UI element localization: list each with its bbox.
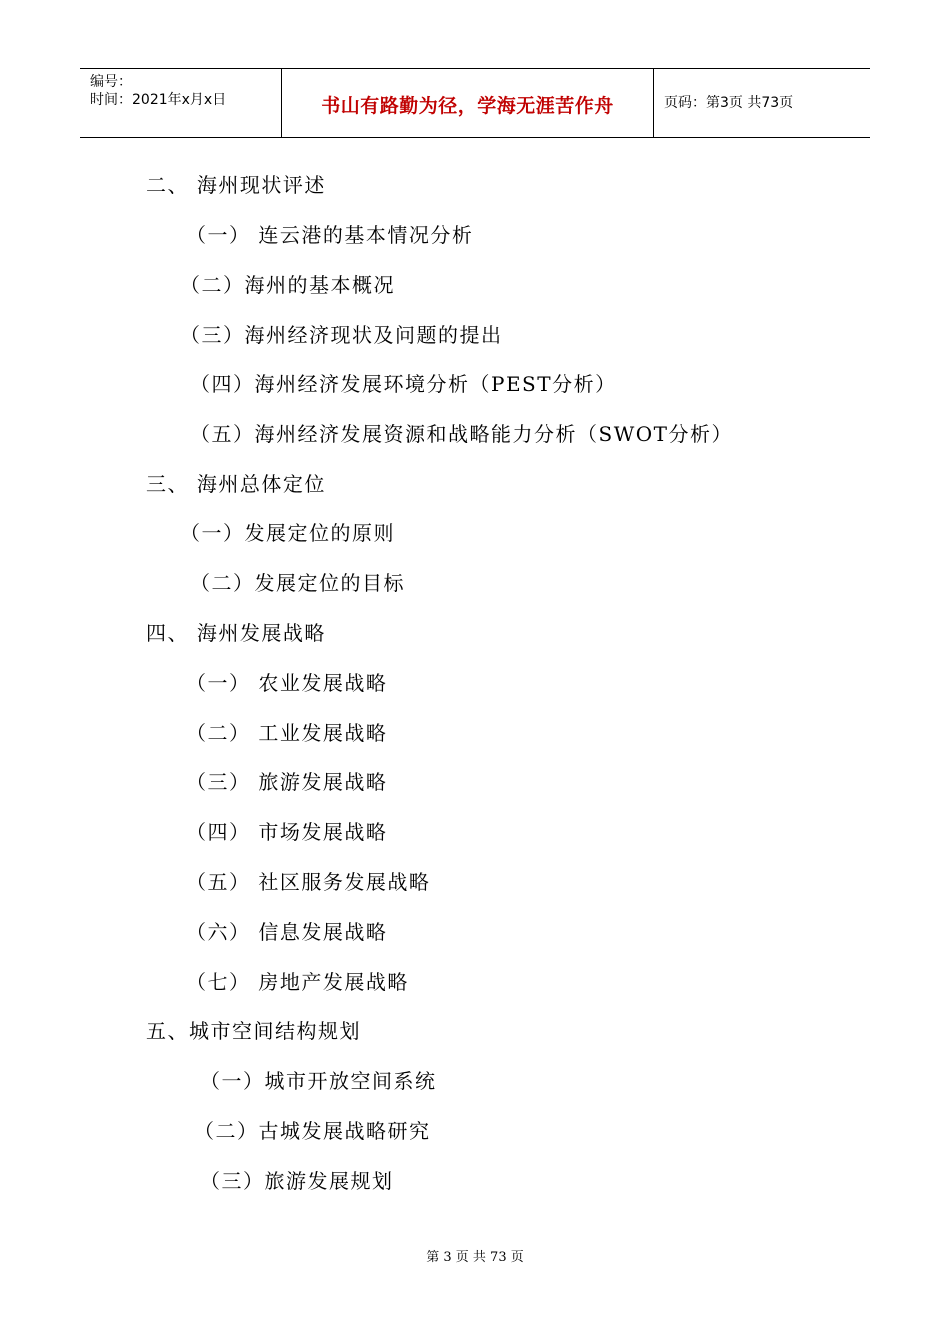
toc-item: （四）海州经济发展环境分析（PEST分析） <box>190 372 617 396</box>
toc-item: （五）海州经济发展资源和战略能力分析（SWOT分析） <box>190 422 733 446</box>
toc-item: （五） 社区服务发展战略 <box>186 870 431 894</box>
header-motto: 书山有路勤为径，学海无涯苦作舟 <box>321 95 614 117</box>
toc-item: （七） 房地产发展战略 <box>186 970 409 994</box>
toc-item: （一）城市开放空间系统 <box>200 1069 437 1093</box>
toc-item: （二）古城发展战略研究 <box>194 1119 431 1143</box>
toc-item: （三）旅游发展规划 <box>200 1169 394 1193</box>
toc-section-2: 二、 海州现状评述 <box>146 173 326 197</box>
toc-item: （三） 旅游发展战略 <box>186 770 388 794</box>
header-meta-cell <box>80 69 282 137</box>
toc-section-3: 三、 海州总体定位 <box>146 472 326 496</box>
toc-item: （六） 信息发展战略 <box>186 920 388 944</box>
toc-item: （四） 市场发展战略 <box>186 820 388 844</box>
toc-section-5: 五、城市空间结构规划 <box>146 1019 361 1043</box>
header-motto-cell <box>282 69 654 137</box>
toc-item: （二）发展定位的目标 <box>190 571 405 595</box>
page-footer: 第 3 页 共 73 页 <box>426 1250 524 1265</box>
toc-item: （三）海州经济现状及问题的提出 <box>180 323 503 347</box>
toc-item: （二） 工业发展战略 <box>186 721 388 745</box>
doc-time-label: 时间：2021年x月x日 <box>90 92 227 108</box>
header-page-cell <box>654 69 870 137</box>
toc-item: （二）海州的基本概况 <box>180 273 395 297</box>
toc-item: （一）发展定位的原则 <box>180 521 395 545</box>
toc-item: （一） 农业发展战略 <box>186 671 388 695</box>
header-page-info: 页码：第3页 共73页 <box>664 95 794 111</box>
doc-number-label: 编号： <box>90 74 132 90</box>
toc-item: （一） 连云港的基本情况分析 <box>186 223 474 247</box>
page-header <box>80 68 870 138</box>
toc-section-4: 四、 海州发展战略 <box>146 621 326 645</box>
